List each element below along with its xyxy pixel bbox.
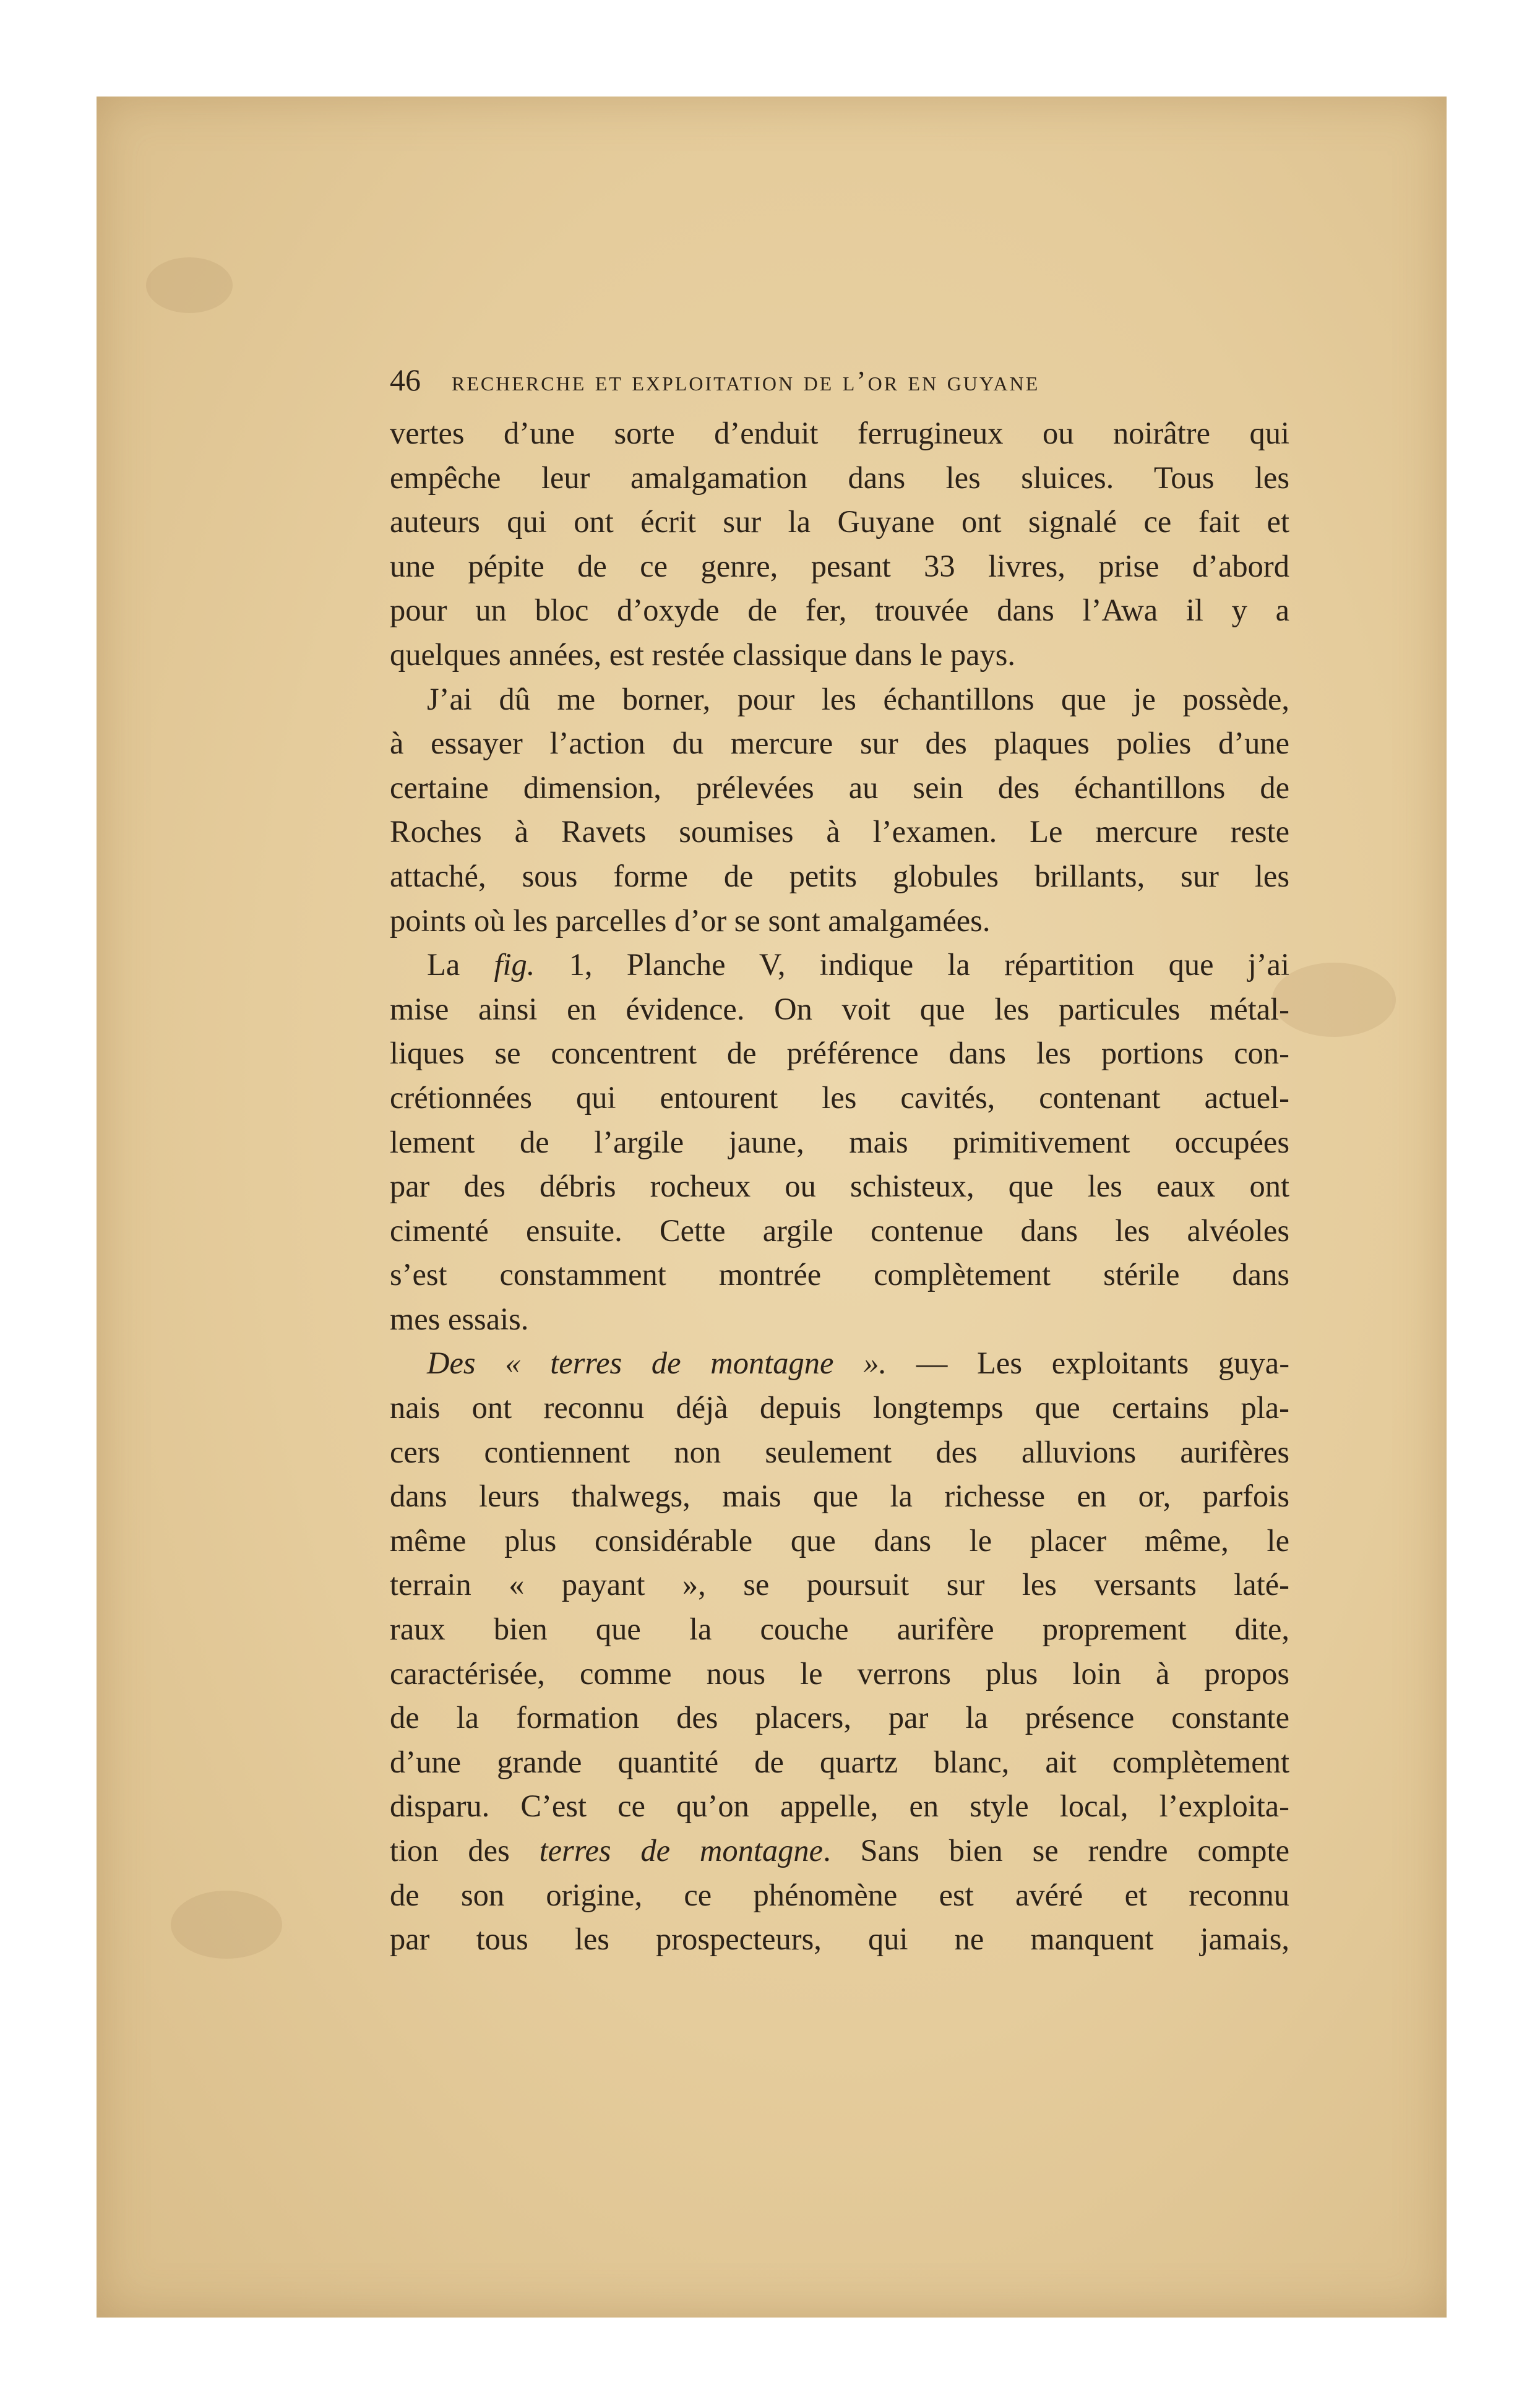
italic-run: fig. bbox=[494, 947, 535, 982]
text-line: disparu. C’est ce qu’on appelle, en style local, l’exploita- bbox=[390, 1789, 1289, 1824]
text-line: par tous les prospecteurs, qui ne manquent jamais, bbox=[390, 1922, 1289, 1957]
text-line: vertes d’une sorte d’enduit ferrugineux ou noirâtre qui bbox=[390, 416, 1289, 450]
text-line: caractérisée, comme nous le verrons plus loin à propos bbox=[390, 1656, 1289, 1691]
text-line: même plus considérable que dans le placer même, le bbox=[390, 1523, 1289, 1558]
text-line bbox=[390, 1341, 1289, 1386]
text-line: crétionnées qui entourent les cavités, contenant actuel- bbox=[390, 1080, 1289, 1115]
text-line: points où les parcelles d’or se sont amalgamées. bbox=[390, 903, 991, 938]
text-line: mise ainsi en évidence. On voit que les particules métal- bbox=[390, 991, 1289, 1026]
paper-stain bbox=[146, 257, 233, 313]
text-run: tion des bbox=[390, 1833, 540, 1868]
text-run: 1, Planche V, indique la répartition que j’ai bbox=[535, 947, 1289, 982]
page-number: 46 bbox=[390, 363, 421, 397]
text-line: liques se concentrent de préférence dans les portions con- bbox=[390, 1036, 1289, 1071]
text-line: empêche leur amalgamation dans les sluices. Tous les bbox=[390, 460, 1289, 495]
text-line: dans leurs thalwegs, mais que la richesse en or, parfois bbox=[390, 1479, 1289, 1514]
text-line: d’une grande quantité de quartz blanc, ait complètement bbox=[390, 1744, 1289, 1779]
text-run: La bbox=[427, 947, 494, 982]
text-line: mes essais. bbox=[390, 1301, 529, 1336]
text-run: — Les exploitants guya- bbox=[887, 1346, 1290, 1381]
scanned-page bbox=[97, 97, 1447, 2318]
text-line: pour un bloc d’oxyde de fer, trouvée dans l’Awa il y a bbox=[390, 593, 1289, 628]
text-line: certaine dimension, prélevées au sein des échantillons de bbox=[390, 770, 1289, 805]
paper-stain bbox=[171, 1891, 282, 1959]
text-line: nais ont reconnu déjà depuis longtemps que certains pla- bbox=[390, 1390, 1289, 1425]
text-line bbox=[390, 1829, 1289, 1873]
text-line: s’est constamment montrée complètement stérile dans bbox=[390, 1257, 1289, 1292]
text-run: . Sans bien se rendre compte bbox=[823, 1833, 1289, 1868]
text-line: Roches à Ravets soumises à l’examen. Le mercure reste bbox=[390, 814, 1289, 849]
text-line: J’ai dû me borner, pour les échantillons que je possède, bbox=[427, 681, 1289, 716]
text-line: cimenté ensuite. Cette argile contenue dans les alvéoles bbox=[390, 1213, 1289, 1248]
paper-stain bbox=[1272, 963, 1396, 1037]
text-line bbox=[390, 943, 1289, 987]
italic-run: terres de montagne bbox=[539, 1833, 824, 1868]
text-line: une pépite de ce genre, pesant 33 livres, prise d’abord bbox=[390, 548, 1289, 583]
italic-run: Des « terres de montagne ». bbox=[427, 1346, 887, 1381]
text-line: de la formation des placers, par la présence constante bbox=[390, 1700, 1289, 1735]
running-title: recherche et exploitation de l’or en guyane bbox=[452, 365, 1040, 397]
running-head bbox=[390, 362, 1289, 400]
page-text-block bbox=[390, 362, 1289, 1962]
text-line: à essayer l’action du mercure sur des plaques polies d’une bbox=[390, 726, 1289, 761]
text-line: attaché, sous forme de petits globules brillants, sur les bbox=[390, 858, 1289, 893]
text-line: auteurs qui ont écrit sur la Guyane ont signalé ce fait et bbox=[390, 504, 1289, 539]
body-text bbox=[390, 411, 1289, 1962]
text-line: terrain « payant », se poursuit sur les versants laté- bbox=[390, 1567, 1289, 1602]
text-line: de son origine, ce phénomène est avéré et reconnu bbox=[390, 1877, 1289, 1912]
text-line: lement de l’argile jaune, mais primitivement occupées bbox=[390, 1124, 1289, 1159]
text-line: par des débris rocheux ou schisteux, que les eaux ont bbox=[390, 1169, 1289, 1204]
text-line: cers contiennent non seulement des alluvions aurifères bbox=[390, 1434, 1289, 1469]
text-line: raux bien que la couche aurifère proprement dite, bbox=[390, 1612, 1289, 1647]
text-line: quelques années, est restée classique dans le pays. bbox=[390, 637, 1016, 672]
